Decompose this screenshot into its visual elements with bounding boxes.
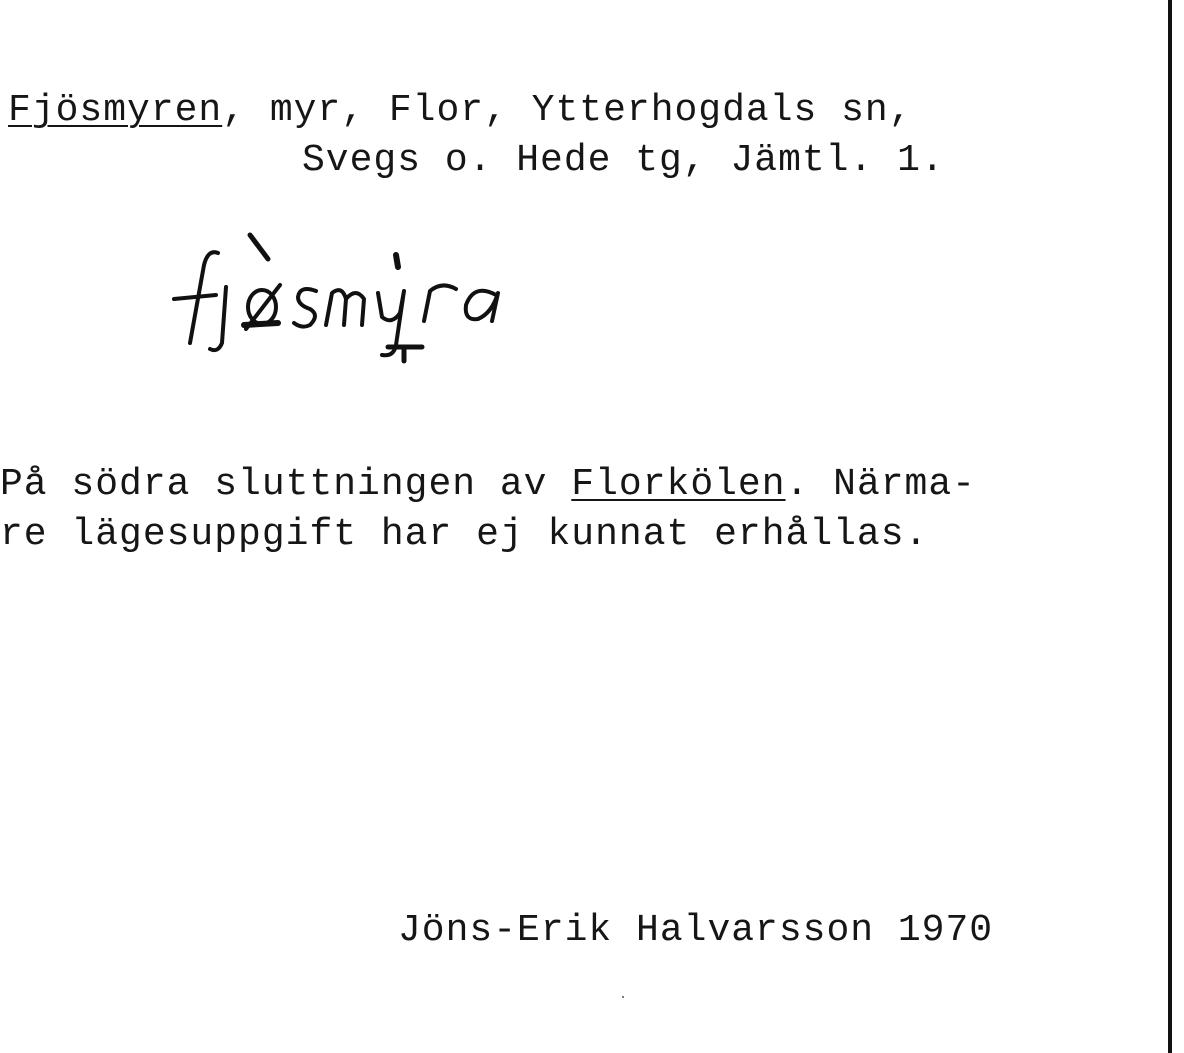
note-text-1a: På södra sluttningen av bbox=[0, 463, 572, 506]
card-edge-line bbox=[1168, 0, 1172, 1053]
dust-speck bbox=[622, 996, 624, 998]
note-line-1 bbox=[0, 460, 976, 510]
entry-header-line-2: Svegs o. Hede tg, Jämtl. 1. bbox=[302, 139, 945, 182]
header-details-1: , myr, Flor, Ytterhogdals sn, bbox=[222, 89, 913, 132]
note-line-2: re lägesuppgift har ej kunnat erhållas. bbox=[0, 513, 929, 556]
handwritten-pronunciation bbox=[160, 225, 520, 365]
place-name: Florkölen bbox=[571, 463, 786, 506]
note-text-1b: . Närma- bbox=[785, 463, 976, 506]
entry-header-line-1 bbox=[8, 86, 913, 136]
signature: Jöns-Erik Halvarsson 1970 bbox=[398, 909, 994, 952]
headword: Fjösmyren bbox=[8, 89, 223, 132]
